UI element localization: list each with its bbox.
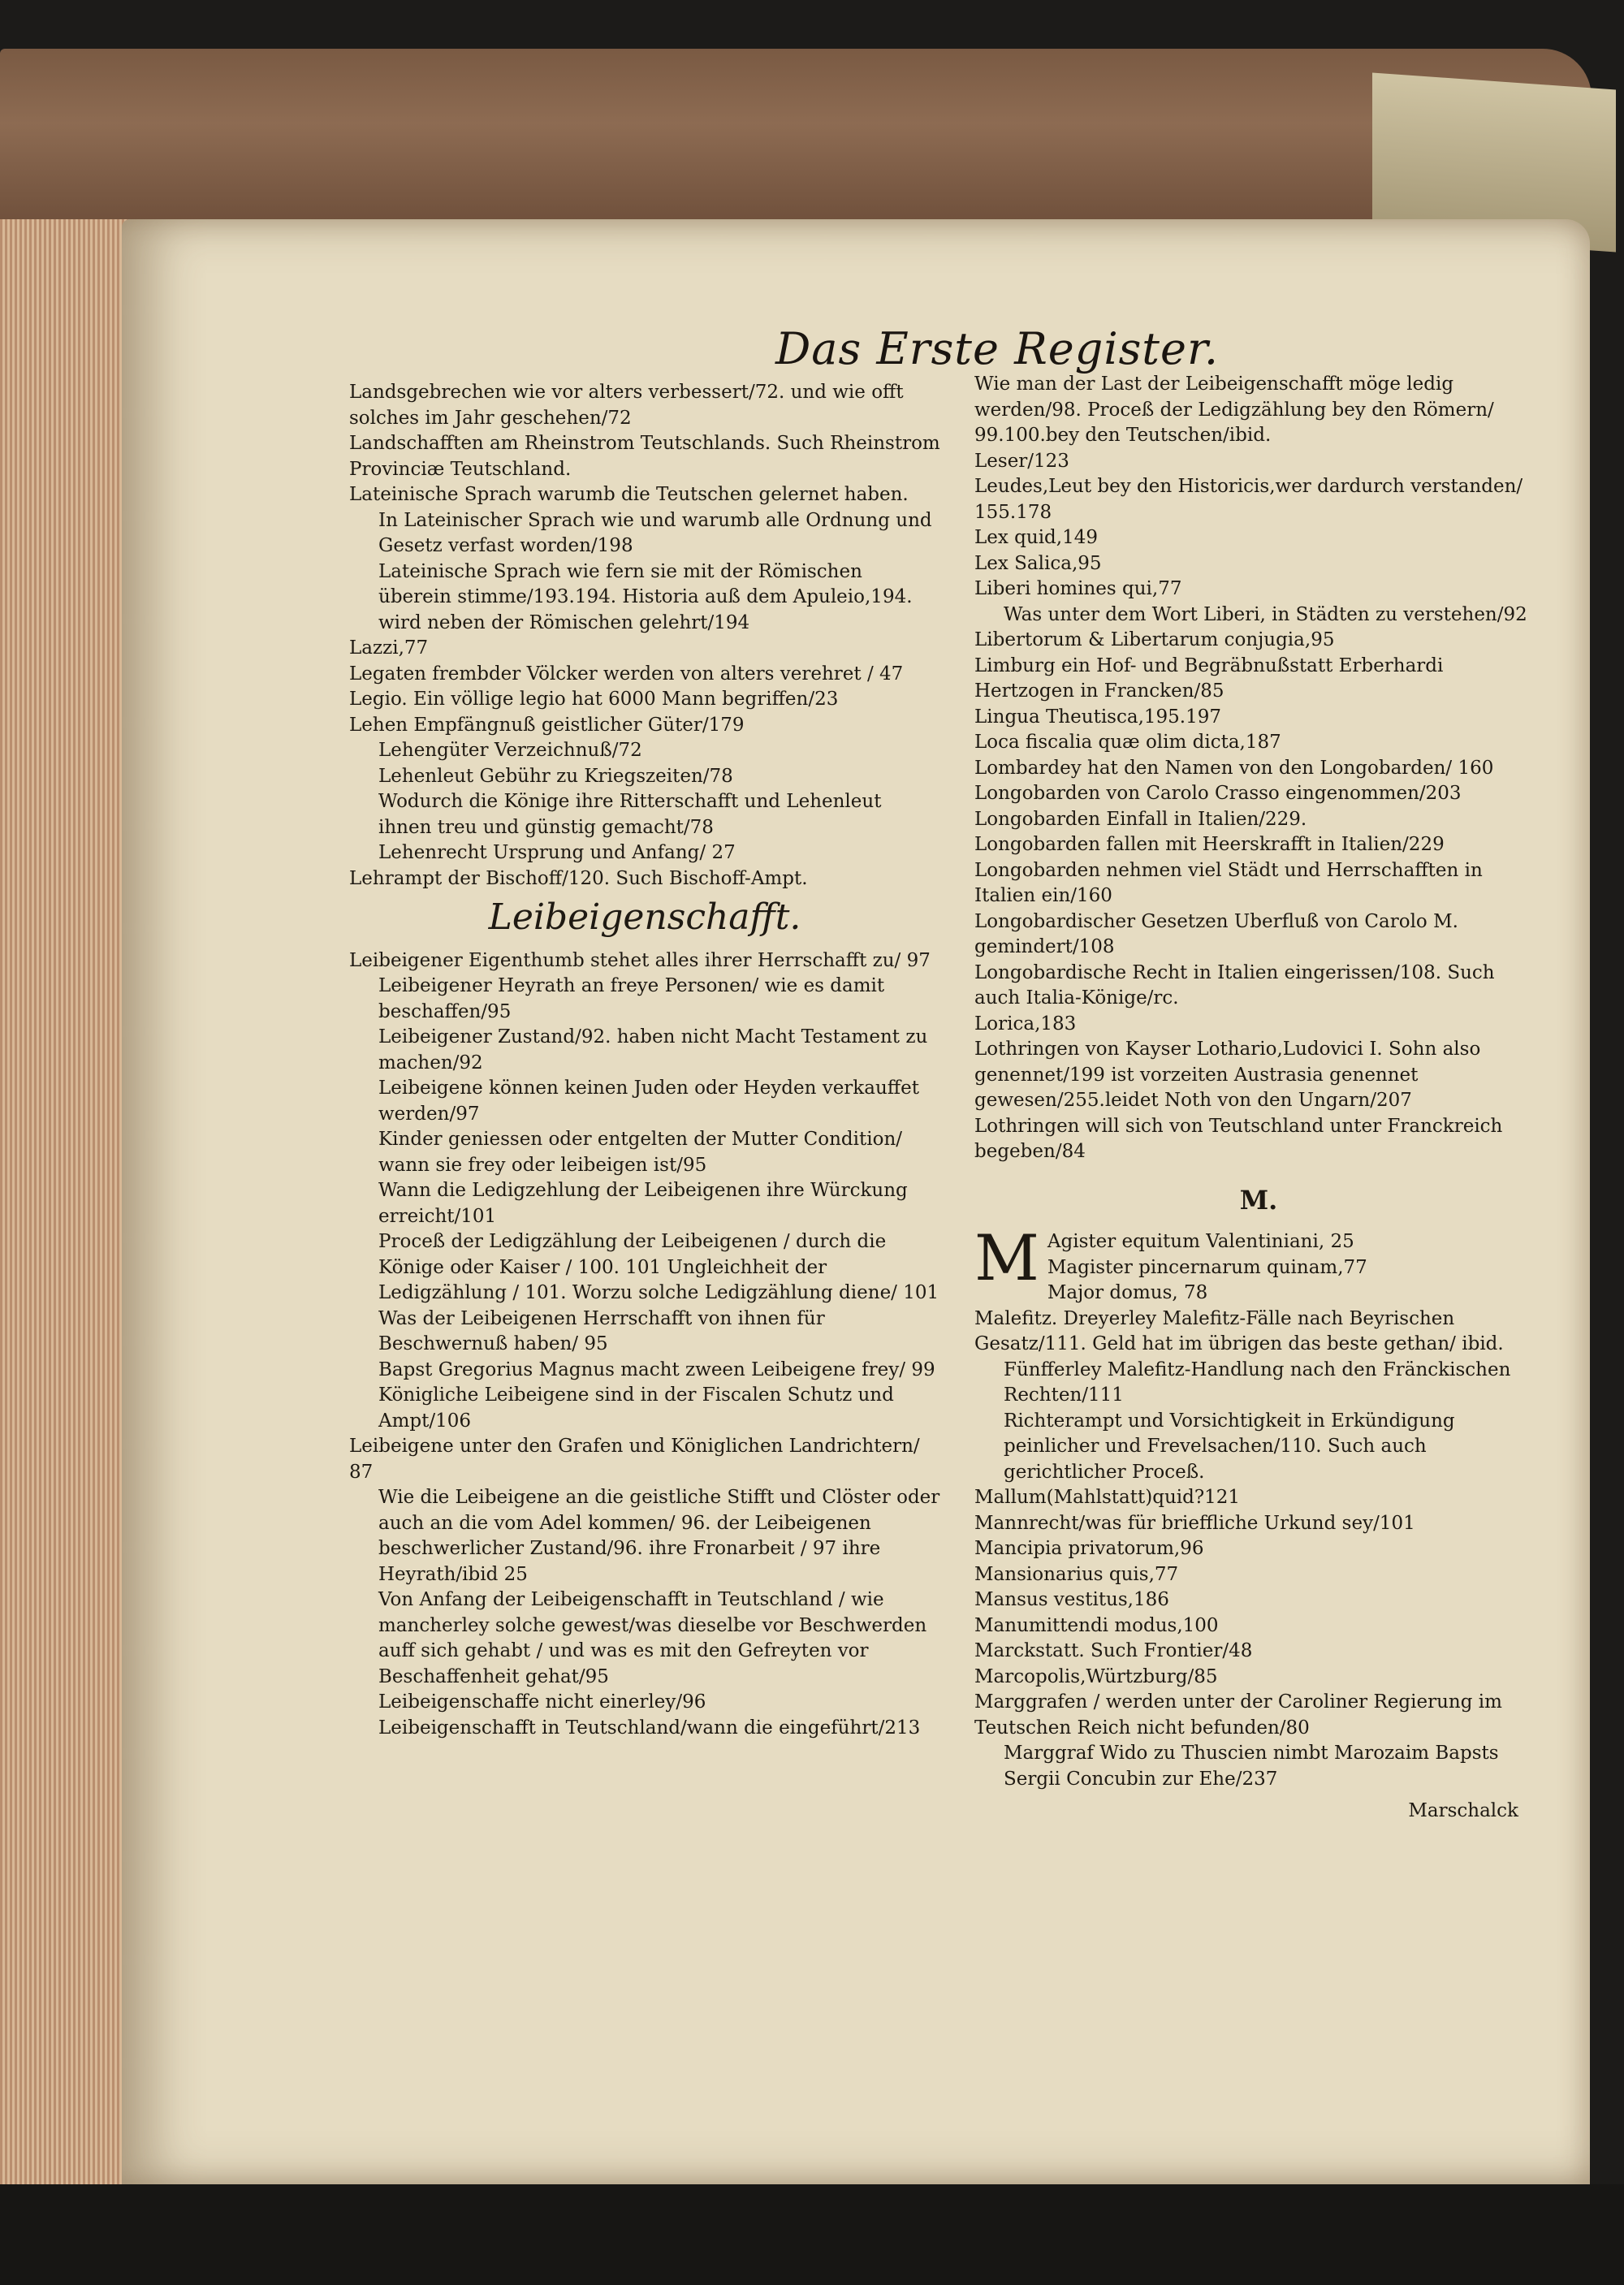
page-header: Das Erste Register.: [775, 323, 1220, 374]
index-entry: Lombardey hat den Namen von den Longobarden/ 160: [974, 757, 1494, 779]
index-entry: Von Anfang der Leibeigenschafft in Teutschland / wie mancherley solche gewest/was dieselbe vor Beschwerden auff sich gehabt / und was es mit den Gefreyten vor Beschaffenheit gehat/95: [378, 1589, 927, 1687]
index-entry: Loca fiscalia quæ olim dicta,187: [974, 732, 1281, 753]
index-entry: Lothringen von Kayser Lothario,Ludovici I. Sohn also genennet/199 ist vorzeiten Austrasia genennet gewesen/255.leidet Noth von den Ungarn/207: [974, 1039, 1481, 1111]
right-index-entries: [974, 372, 1543, 1165]
index-entry: Leibeigenschaffe nicht einerley/96: [378, 1691, 706, 1713]
index-entry: In Lateinischer Sprach wie und warumb alle Ordnung und Gesetz verfast worden/198: [378, 509, 932, 556]
index-entry: Proceß der Ledigzählung der Leibeigenen / durch die Könige oder Kaiser / 100. 101 Ungleichheit der Ledigzählung / 101. Worzu solche Ledigzählung diene/ 101: [378, 1231, 939, 1303]
index-entry: Malefitz. Dreyerley Malefitz-Fälle nach Beyrischen Gesatz/111. Geld hat im übrigen das beste gethan/ ibid.: [974, 1307, 1504, 1354]
index-entry: Longobarden Einfall in Italien/229.: [974, 808, 1307, 830]
index-entry: Was unter dem Wort Liberi, in Städten zu verstehen/92: [1004, 603, 1527, 625]
index-entry: Major domus, 78: [1047, 1282, 1208, 1303]
index-entry: Wie man der Last der Leibeigenschafft möge ledig werden/98. Proceß der Ledigzählung bey den Römern/ 99.100.bey den Teutschen/ibid.: [974, 374, 1494, 446]
index-entry: Lehenleut Gebühr zu Kriegszeiten/78: [378, 765, 733, 787]
index-entry: Mansionarius quis,77: [974, 1563, 1179, 1585]
index-entry: Lorica,183: [974, 1013, 1077, 1035]
right-index-entries-m: [974, 1222, 1543, 1792]
index-entry: Königliche Leibeigene sind in der Fiscalen Schutz und Ampt/106: [378, 1384, 894, 1432]
book-page-edges: [0, 219, 138, 2184]
index-entry: Leibeigener Zustand/92. haben nicht Macht Testament zu machen/92: [378, 1026, 928, 1073]
index-entry: Richterampt und Vorsichtigkeit in Erkündigung peinlicher und Frevelsachen/110. Such auch gerichtlicher Proceß.: [1004, 1410, 1455, 1483]
index-entry: Lateinische Sprach warumb die Teutschen gelernet haben.: [349, 484, 909, 505]
index-entry: Libertorum & Libertarum conjugia,95: [974, 629, 1335, 650]
index-entry: Was der Leibeigenen Herrschafft von ihnen für Beschwernuß haben/ 95: [378, 1307, 825, 1354]
index-entry: Mannrecht/was für brieffliche Urkund sey/101: [974, 1512, 1415, 1534]
index-entry: Lehrampt der Bischoff/120. Such Bischoff-Ampt.: [349, 867, 808, 889]
background-bottom: [0, 2184, 1624, 2285]
index-entry: Lex quid,149: [974, 527, 1098, 548]
book-top-edge: [0, 49, 1592, 235]
index-entry: Marggrafen / werden unter der Caroliner Regierung im Teutschen Reich nicht befunden/80: [974, 1691, 1502, 1739]
catchword: Marschalck: [1408, 1800, 1518, 1821]
index-entry: Kinder geniessen oder entgelten der Mutter Condition/ wann sie frey oder leibeigen ist/95: [378, 1129, 903, 1176]
index-entry: Marcopolis,Würtzburg/85: [974, 1665, 1218, 1687]
index-entry: Mallum(Mahlstatt)quid?121: [974, 1487, 1241, 1508]
index-entry: Marckstatt. Such Frontier/48: [974, 1640, 1253, 1661]
left-index-entries: [349, 380, 940, 892]
index-entry: Lateinische Sprach wie fern sie mit der Römischen überein stimme/193.194. Historia auß dem Apuleio,194. wird neben der Römischen gelehrt/194: [378, 560, 913, 633]
index-entry: Legio. Ein völlige legio hat 6000 Mann begriffen/23: [349, 689, 839, 710]
index-entry: Longobarden von Carolo Crasso eingenommen/203: [974, 783, 1462, 804]
index-entry: Fünfferley Malefitz-Handlung nach den Fränckischen Rechten/111: [1004, 1358, 1511, 1406]
index-entry: Longobardischer Gesetzen Uberfluß von Carolo M. gemindert/108: [974, 910, 1458, 957]
index-entry: Leibeigenschafft in Teutschland/wann die eingeführt/213: [378, 1717, 921, 1739]
left-index-entries-leibeigenschafft: [349, 948, 940, 1742]
index-entry: Longobarden nehmen viel Städt und Herrschafften in Italien ein/160: [974, 859, 1483, 906]
index-entry: Leibeigene können keinen Juden oder Heyden verkauffet werden/97: [378, 1078, 919, 1125]
index-entry: Manumittendi modus,100: [974, 1614, 1219, 1636]
index-entry: Liberi homines qui,77: [974, 578, 1182, 599]
index-entry: Wie die Leibeigene an die geistliche Stifft und Clöster oder auch an die vom Adel kommen/ 96. der Leibeigenen beschwerlicher Zustand/96. ihre Fronarbeit / 97 ihre Heyrath/ibid 25: [378, 1487, 940, 1585]
index-entry: Wodurch die Könige ihre Ritterschafft und Lehenleut ihnen treu und günstig gemacht/78: [378, 791, 882, 838]
index-entry: Mancipia privatorum,96: [974, 1538, 1204, 1559]
drop-cap: M: [974, 1222, 1039, 1295]
index-entry: Lazzi,77: [349, 637, 429, 659]
index-entry: Landschafften am Rheinstrom Teutschlands. Such Rheinstrom Provinciæ Teutschland.: [349, 433, 940, 480]
index-entry: Longobardische Recht in Italien eingerissen/108. Such auch Italia-Könige/rc.: [974, 961, 1495, 1009]
index-entry: Magister pincernarum quinam,77: [1047, 1256, 1367, 1278]
index-entry: Lex Salica,95: [974, 552, 1102, 574]
index-entry: Lehengüter Verzeichnuß/72: [378, 740, 642, 761]
index-entry: Landsgebrechen wie vor alters verbessert/72. und wie offt solches im Jahr geschehen/72: [349, 382, 904, 429]
index-entry: Wann die Ledigzehlung der Leibeigenen ihre Würckung erreicht/101: [378, 1180, 908, 1227]
index-entry: Lehenrecht Ursprung und Anfang/ 27: [378, 842, 736, 863]
index-entry: Lehen Empfängnuß geistlicher Güter/179: [349, 714, 745, 736]
index-entry: Lingua Theutisca,195.197: [974, 706, 1221, 728]
index-entry: Leudes,Leut bey den Historicis,wer dardurch verstanden/ 155.178: [974, 476, 1523, 523]
letter-heading: M.: [1239, 1184, 1278, 1216]
left-column: [349, 380, 940, 1741]
index-entry: Lothringen will sich von Teutschland unter Franckreich begeben/84: [974, 1115, 1503, 1162]
index-entry: Longobarden fallen mit Heerskrafft in Italien/229: [974, 834, 1445, 855]
index-entry: Leibeigener Eigenthumb stehet alles ihrer Herrschafft zu/ 97: [349, 949, 931, 971]
index-entry: Marggraf Wido zu Thuscien nimbt Marozaim Bapsts Sergii Concubin zur Ehe/237: [1004, 1743, 1499, 1790]
index-entry: Leibeigene unter den Grafen und Königlichen Landrichtern/ 87: [349, 1436, 920, 1483]
index-entry: Legaten frembder Völcker werden von alters verehret / 47: [349, 663, 904, 685]
index-entry: Bapst Gregorius Magnus macht zween Leibeigene frey/ 99: [378, 1358, 935, 1380]
index-entry: Agister equitum Valentiniani, 25: [1047, 1231, 1354, 1252]
index-entry: Leser/123: [974, 450, 1069, 472]
index-entry: Limburg ein Hof- und Begräbnußstatt Erberhardi Hertzogen in Francken/85: [974, 654, 1444, 702]
section-title: Leibeigenschafft.: [488, 896, 801, 938]
right-column: [974, 372, 1543, 1825]
index-entry: Mansus vestitus,186: [974, 1589, 1169, 1610]
index-entry: Leibeigener Heyrath an freye Personen/ wie es damit beschaffen/95: [378, 975, 885, 1022]
